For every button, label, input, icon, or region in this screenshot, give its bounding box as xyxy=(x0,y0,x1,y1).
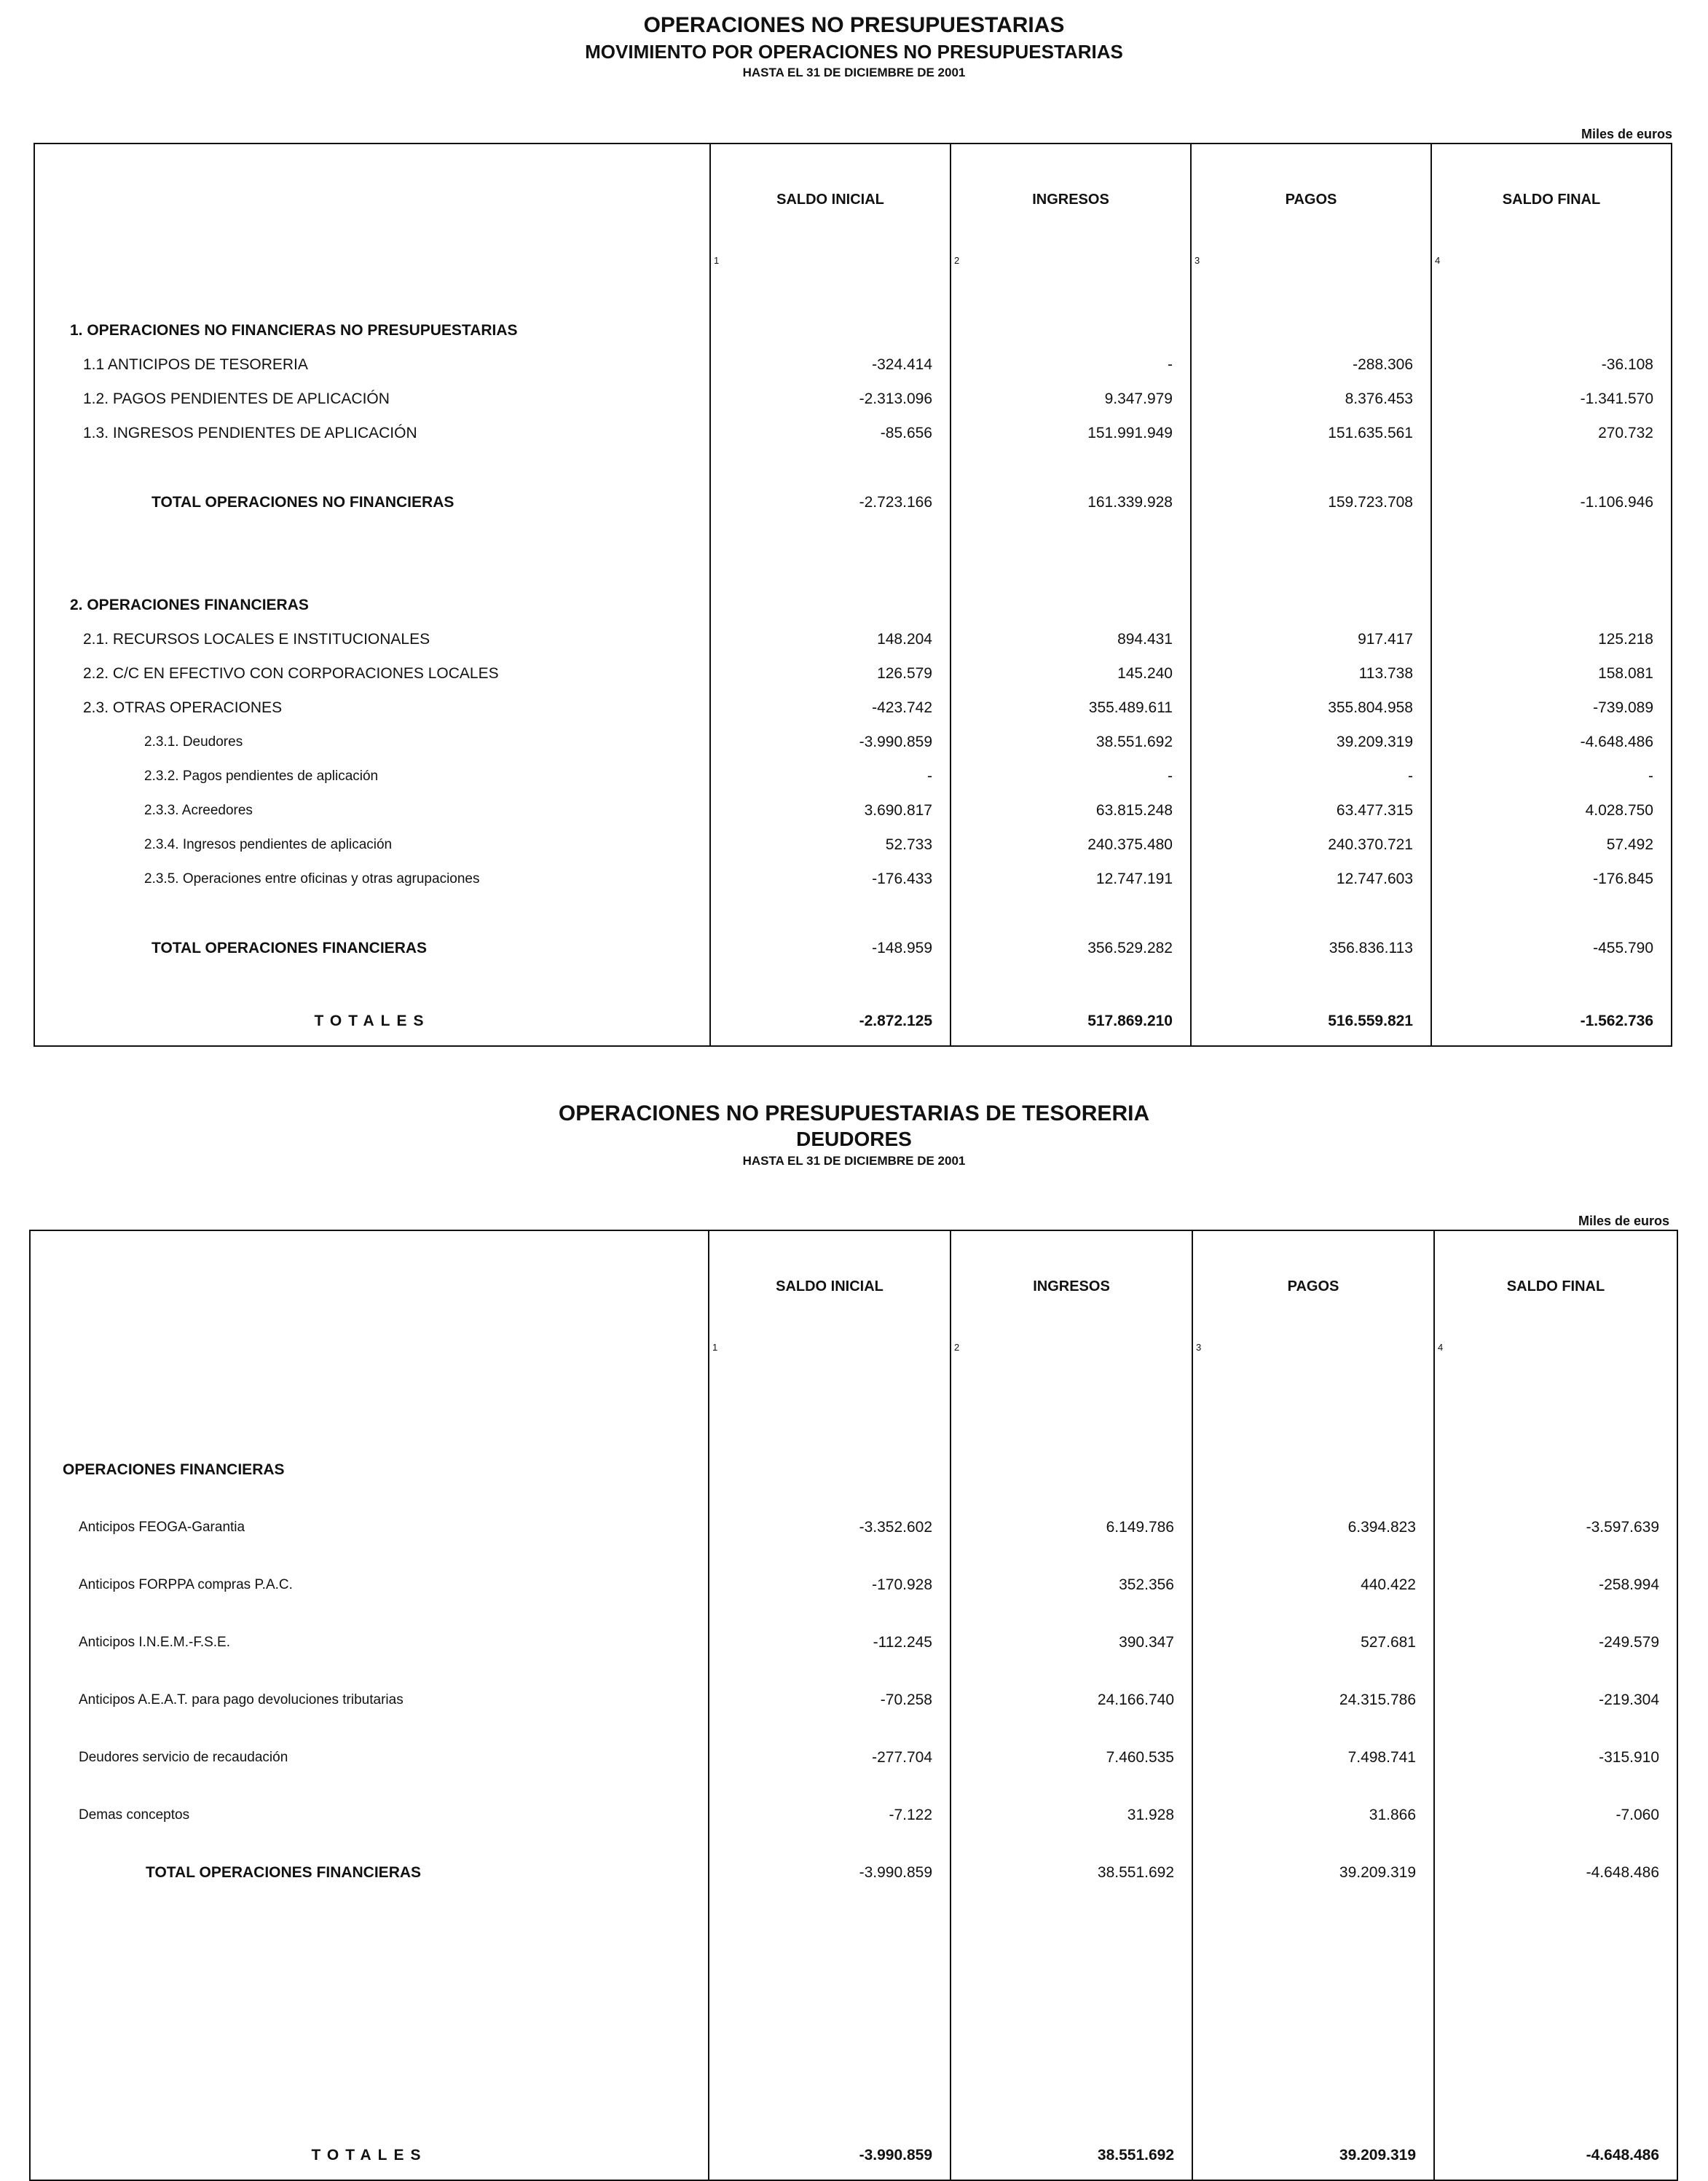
cell-saldo-inicial: 126.579 xyxy=(710,656,951,691)
row-label: TOTAL OPERACIONES FINANCIERAS xyxy=(146,1863,422,1881)
cell-ingresos: 6.149.786 xyxy=(951,1498,1192,1556)
table-row xyxy=(34,691,1672,725)
table-row xyxy=(30,1614,1677,1671)
table-header-row xyxy=(30,1230,1677,1342)
cell-pagos: 63.477.315 xyxy=(1191,793,1431,828)
cell-ingresos: 63.815.248 xyxy=(951,793,1191,828)
table-row xyxy=(34,793,1672,828)
column-header-ingresos: INGRESOS xyxy=(951,144,1191,255)
total-saldo-final: -4.648.486 xyxy=(1434,2131,1677,2180)
table-row xyxy=(30,1786,1677,1844)
cell-pagos: 39.209.319 xyxy=(1191,725,1431,759)
cell-saldo-final: -1.106.946 xyxy=(1431,485,1672,519)
row-label: Anticipos I.N.E.M.-F.S.E. xyxy=(79,1634,230,1650)
column-number: 2 xyxy=(951,1342,1192,1361)
row-label: Demas conceptos xyxy=(79,1807,190,1823)
cell-saldo-inicial: -277.704 xyxy=(709,1729,951,1786)
cell-pagos: 240.370.721 xyxy=(1191,828,1431,862)
cell-saldo-inicial: -176.433 xyxy=(710,862,951,896)
cell-ingresos: 145.240 xyxy=(951,656,1191,691)
column-number-blank xyxy=(34,255,710,274)
total-ingresos: 517.869.210 xyxy=(951,997,1191,1046)
cell-pagos: 151.635.561 xyxy=(1191,416,1431,450)
cell-pagos: - xyxy=(1191,759,1431,793)
column-header-saldo-final: SALDO FINAL xyxy=(1434,1230,1677,1342)
totals-label: TOTALES xyxy=(314,1013,430,1029)
column-number: 4 xyxy=(1431,255,1672,274)
row-label: 2.3.3. Acreedores xyxy=(144,802,253,818)
cell-saldo-inicial: -2.313.096 xyxy=(710,382,951,416)
row-label: Anticipos FEOGA-Garantia xyxy=(79,1519,245,1535)
table-row xyxy=(34,862,1672,896)
table-row xyxy=(30,1498,1677,1556)
cell-saldo-final: -4.648.486 xyxy=(1434,1844,1677,1901)
cell-ingresos: 894.431 xyxy=(951,622,1191,656)
cell-pagos: 39.209.319 xyxy=(1192,1844,1434,1901)
cell-ingresos: 355.489.611 xyxy=(951,691,1191,725)
cell-saldo-final: -315.910 xyxy=(1434,1729,1677,1786)
total-pagos: 516.559.821 xyxy=(1191,997,1431,1046)
cell-saldo-inicial: -148.959 xyxy=(710,931,951,965)
row-label: 1.3. INGRESOS PENDIENTES DE APLICACIÓN xyxy=(83,424,417,441)
cell-ingresos: 38.551.692 xyxy=(951,1844,1192,1901)
table-header-row xyxy=(34,144,1672,255)
cell-ingresos: 151.991.949 xyxy=(951,416,1191,450)
column-number-row xyxy=(34,255,1672,274)
total-saldo-inicial: -3.990.859 xyxy=(709,2131,951,2180)
cell-saldo-inicial: -3.990.859 xyxy=(709,1844,951,1901)
cell-pagos: 355.804.958 xyxy=(1191,691,1431,725)
row-label: 2.3.4. Ingresos pendientes de aplicación xyxy=(144,836,393,852)
cell-pagos: 24.315.786 xyxy=(1192,1671,1434,1729)
cell-saldo-final: -7.060 xyxy=(1434,1786,1677,1844)
cell-saldo-final: -739.089 xyxy=(1431,691,1672,725)
report2-period: HASTA EL 31 DE DICIEMBRE DE 2001 xyxy=(742,1154,966,1168)
cell-ingresos: 9.347.979 xyxy=(951,382,1191,416)
cell-saldo-inicial: - xyxy=(710,759,951,793)
row-label: TOTAL OPERACIONES NO FINANCIERAS xyxy=(151,493,454,511)
row-label: 2.3. OTRAS OPERACIONES xyxy=(83,699,283,716)
cell-saldo-final: -1.341.570 xyxy=(1431,382,1672,416)
report2-title: OPERACIONES NO PRESUPUESTARIAS DE TESORERIA xyxy=(558,1101,1150,1125)
cell-ingresos: 12.747.191 xyxy=(951,862,1191,896)
table-row xyxy=(34,416,1672,450)
report2-table xyxy=(29,1230,1678,2181)
total-ingresos: 38.551.692 xyxy=(951,2131,1192,2180)
row-label: Anticipos FORPPA compras P.A.C. xyxy=(79,1576,293,1592)
cell-pagos: 527.681 xyxy=(1192,1614,1434,1671)
totals-row xyxy=(34,997,1672,1046)
table-row xyxy=(34,622,1672,656)
row-label: TOTAL OPERACIONES FINANCIERAS xyxy=(151,939,428,956)
report2-subtitle: DEUDORES xyxy=(796,1128,912,1150)
totals-label: TOTALES xyxy=(311,2147,428,2164)
cell-pagos: 6.394.823 xyxy=(1192,1498,1434,1556)
column-header-pagos: PAGOS xyxy=(1192,1230,1434,1342)
cell-saldo-final: -36.108 xyxy=(1431,347,1672,382)
cell-pagos: 917.417 xyxy=(1191,622,1431,656)
total-saldo-inicial: -2.872.125 xyxy=(710,997,951,1046)
cell-pagos: 356.836.113 xyxy=(1191,931,1431,965)
table-row xyxy=(34,382,1672,416)
column-header-saldo-final: SALDO FINAL xyxy=(1431,144,1672,255)
table-row xyxy=(34,313,1672,347)
row-label: 1.1 ANTICIPOS DE TESORERIA xyxy=(83,355,308,373)
column-header-saldo-inicial: SALDO INICIAL xyxy=(709,1230,951,1342)
column-number: 4 xyxy=(1434,1342,1677,1361)
column-number-blank xyxy=(30,1342,709,1361)
cell-pagos: 7.498.741 xyxy=(1192,1729,1434,1786)
cell-pagos: 113.738 xyxy=(1191,656,1431,691)
table-row xyxy=(34,656,1672,691)
column-number: 1 xyxy=(709,1342,951,1361)
table-row xyxy=(34,828,1672,862)
cell-ingresos: 7.460.535 xyxy=(951,1729,1192,1786)
row-label: 2.2. C/C EN EFECTIVO CON CORPORACIONES LOCALES xyxy=(83,664,499,682)
header-concept-cell xyxy=(34,144,710,255)
cell-saldo-final: -3.597.639 xyxy=(1434,1498,1677,1556)
row-label: 2.3.5. Operaciones entre oficinas y otras agrupaciones xyxy=(144,871,480,887)
row-label: OPERACIONES FINANCIERAS xyxy=(63,1461,285,1478)
cell-saldo-final: -4.648.486 xyxy=(1431,725,1672,759)
table-row xyxy=(34,588,1672,622)
cell-saldo-inicial: 3.690.817 xyxy=(710,793,951,828)
cell-ingresos: 356.529.282 xyxy=(951,931,1191,965)
cell-ingresos: 24.166.740 xyxy=(951,1671,1192,1729)
cell-pagos: 12.747.603 xyxy=(1191,862,1431,896)
cell-saldo-inicial: -170.928 xyxy=(709,1556,951,1614)
column-number: 1 xyxy=(710,255,951,274)
table-row xyxy=(34,759,1672,793)
cell-saldo-final: 57.492 xyxy=(1431,828,1672,862)
total-pagos: 39.209.319 xyxy=(1192,2131,1434,2180)
row-label: 2.3.1. Deudores xyxy=(144,734,243,750)
cell-ingresos: 390.347 xyxy=(951,1614,1192,1671)
cell-saldo-final: -249.579 xyxy=(1434,1614,1677,1671)
cell-pagos: -288.306 xyxy=(1191,347,1431,382)
column-number: 3 xyxy=(1192,1342,1434,1361)
cell-pagos: 440.422 xyxy=(1192,1556,1434,1614)
subtotal-row xyxy=(34,485,1672,519)
cell-saldo-inicial: -7.122 xyxy=(709,1786,951,1844)
cell-ingresos: 352.356 xyxy=(951,1556,1192,1614)
cell-saldo-inicial: -324.414 xyxy=(710,347,951,382)
table-row xyxy=(30,1671,1677,1729)
cell-ingresos: 161.339.928 xyxy=(951,485,1191,519)
row-label: Anticipos A.E.A.T. para pago devoluciones tributarias xyxy=(79,1691,404,1708)
row-label: 1.2. PAGOS PENDIENTES DE APLICACIÓN xyxy=(83,390,390,407)
table-row xyxy=(34,725,1672,759)
cell-saldo-inicial: -112.245 xyxy=(709,1614,951,1671)
cell-saldo-inicial: -423.742 xyxy=(710,691,951,725)
column-number: 3 xyxy=(1191,255,1431,274)
cell-saldo-final: -176.845 xyxy=(1431,862,1672,896)
row-label: 2.1. RECURSOS LOCALES E INSTITUCIONALES xyxy=(83,630,430,648)
cell-saldo-final: 270.732 xyxy=(1431,416,1672,450)
row-label: 2. OPERACIONES FINANCIERAS xyxy=(70,596,309,613)
cell-saldo-inicial: -85.656 xyxy=(710,416,951,450)
row-label: Deudores servicio de recaudación xyxy=(79,1749,288,1765)
total-saldo-final: -1.562.736 xyxy=(1431,997,1672,1046)
report1-units: Miles de euros xyxy=(1581,127,1672,141)
report2-units: Miles de euros xyxy=(1578,1214,1669,1228)
report1-subtitle: MOVIMIENTO POR OPERACIONES NO PRESUPUESTARIAS xyxy=(585,41,1123,63)
table-row xyxy=(30,1729,1677,1786)
cell-ingresos: 240.375.480 xyxy=(951,828,1191,862)
cell-saldo-final: - xyxy=(1431,759,1672,793)
column-number-row xyxy=(30,1342,1677,1361)
subtotal-row xyxy=(34,931,1672,965)
cell-ingresos: 31.928 xyxy=(951,1786,1192,1844)
cell-ingresos: - xyxy=(951,347,1191,382)
cell-saldo-inicial: -70.258 xyxy=(709,1671,951,1729)
report1-period: HASTA EL 31 DE DICIEMBRE DE 2001 xyxy=(742,66,966,79)
cell-saldo-final: -219.304 xyxy=(1434,1671,1677,1729)
row-label: 2.3.2. Pagos pendientes de aplicación xyxy=(144,768,379,784)
cell-saldo-inicial: -2.723.166 xyxy=(710,485,951,519)
header-concept-cell xyxy=(30,1230,709,1342)
cell-pagos: 159.723.708 xyxy=(1191,485,1431,519)
cell-saldo-final: -258.994 xyxy=(1434,1556,1677,1614)
cell-ingresos: - xyxy=(951,759,1191,793)
report1-title: OPERACIONES NO PRESUPUESTARIAS xyxy=(643,13,1065,37)
column-header-pagos: PAGOS xyxy=(1191,144,1431,255)
cell-saldo-final: -455.790 xyxy=(1431,931,1672,965)
table-row xyxy=(30,1441,1677,1498)
column-number: 2 xyxy=(951,255,1191,274)
table-row xyxy=(34,347,1672,382)
report1-table xyxy=(34,143,1672,1047)
cell-saldo-final: 4.028.750 xyxy=(1431,793,1672,828)
cell-saldo-final: 158.081 xyxy=(1431,656,1672,691)
cell-saldo-final: 125.218 xyxy=(1431,622,1672,656)
cell-saldo-inicial: -3.352.602 xyxy=(709,1498,951,1556)
cell-pagos: 8.376.453 xyxy=(1191,382,1431,416)
column-header-ingresos: INGRESOS xyxy=(951,1230,1192,1342)
row-label: 1. OPERACIONES NO FINANCIERAS NO PRESUPUESTARIAS xyxy=(70,321,518,339)
cell-saldo-inicial: -3.990.859 xyxy=(710,725,951,759)
cell-saldo-inicial: 52.733 xyxy=(710,828,951,862)
totals-row xyxy=(30,2131,1677,2180)
cell-ingresos: 38.551.692 xyxy=(951,725,1191,759)
subtotal-row xyxy=(30,1844,1677,1901)
cell-pagos: 31.866 xyxy=(1192,1786,1434,1844)
cell-saldo-inicial: 148.204 xyxy=(710,622,951,656)
column-header-saldo-inicial: SALDO INICIAL xyxy=(710,144,951,255)
table-row xyxy=(30,1556,1677,1614)
